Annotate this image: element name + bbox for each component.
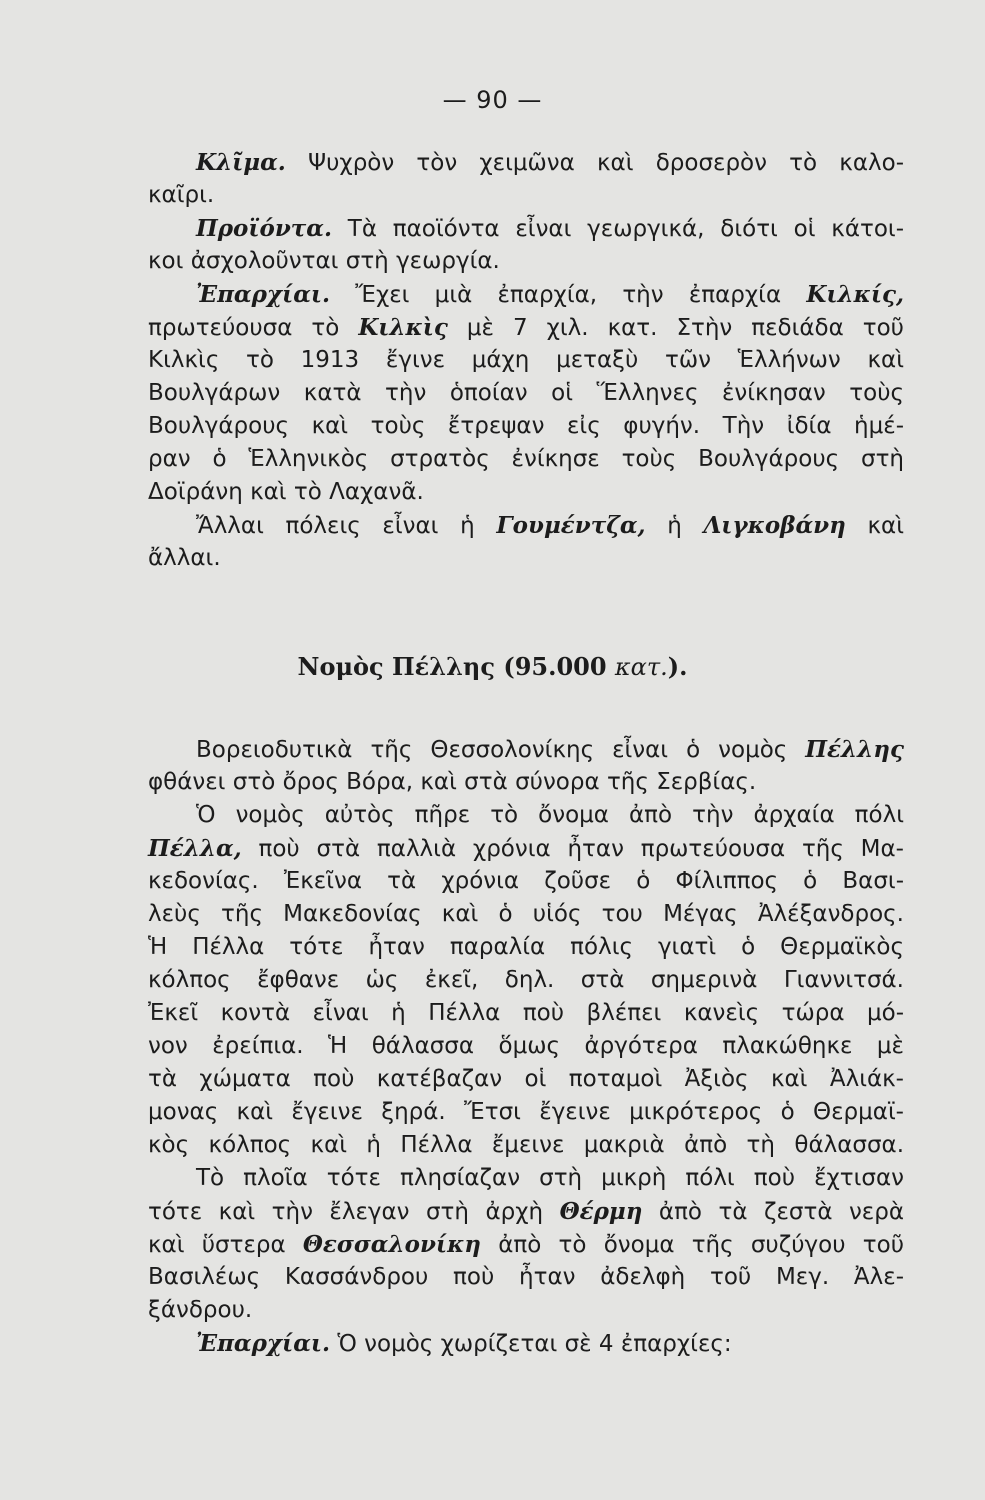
text-line: Κιλκὶς τὸ 1913 ἔγινε μάχη μεταξὺ τῶν Ἑλλήνων καὶ (148, 347, 904, 373)
text-line: Προϊόντα. Τὰ παοϊόντα εἶναι γεωργικά, διότι οἱ κάτοι- (196, 215, 904, 242)
text-line: Ἄλλαι πόλεις εἶναι ἡ Γουμέντζα, ἡ Λιγκοβάνη καὶ (196, 512, 904, 539)
text-line: Βουλγάρων κατὰ τὴν ὁποίαν οἱ Ἕλληνες ἐνίκησαν τοὺς (148, 380, 904, 406)
text-line: Πέλλα, ποὺ στὰ παλλιὰ χρόνια ἦταν πρωτεύουσα τῆς Μα- (148, 835, 904, 862)
text-line: καῖρι. (148, 182, 215, 208)
text-line: Βουλγάρους καὶ τοὺς ἔτρεψαν εἰς φυγήν. Τὴν ἰδία ἡμέ- (148, 413, 904, 439)
text-line: Ἐπαρχίαι. Ἔχει μιὰ ἐπαρχία, τὴν ἐπαρχία Κιλκίς, (196, 281, 904, 308)
section-heading: Νομὸς Πέλλης (95.000 κατ.). (297, 652, 688, 681)
section-kilkis (148, 146, 904, 575)
text-line: πρωτεύουσα τὸ Κιλκὶς μὲ 7 χιλ. κατ. Στὴν πεδιάδα τοῦ (148, 314, 904, 341)
text-line: Κλῖμα. Ψυχρὸν τὸν χειμῶνα καὶ δροσερὸν τὸ καλο- (196, 149, 904, 176)
text-line: Ὁ νομὸς αὐτὸς πῆρε τὸ ὄνομα ἀπὸ τὴν ἀρχαία πόλι (196, 802, 904, 828)
section-pella (148, 733, 904, 1360)
text-line: τότε καὶ τὴν ἔλεγαν στὴ ἀρχὴ Θέρμη ἀπὸ τὰ ζεστὰ νερὰ (148, 1198, 905, 1225)
text-line: μονας καὶ ἔγεινε ξηρά. Ἔτσι ἔγεινε μικρότερος ὁ Θερμαϊ- (148, 1099, 904, 1125)
text-line: κόλπος ἔφθανε ὡς ἐκεῖ, δηλ. στὰ σημερινὰ Γιαννιτσά. (148, 967, 904, 993)
text-line: νον ἐρείπια. Ἡ θάλασσα ὅμως ἀργότερα πλακώθηκε μὲ (148, 1033, 904, 1059)
text-line: κὸς κόλπος καὶ ἡ Πέλλα ἔμεινε μακριὰ ἀπὸ τὴ θάλασσα. (148, 1132, 904, 1158)
text-line: Ἡ Πέλλα τότε ἦταν παραλία πόλις γιατὶ ὁ Θερμαϊκὸς (148, 934, 904, 960)
text-line: κεδονίας. Ἐκεῖνα τὰ χρόνια ζοῦσε ὁ Φίλιππος ὁ Βασι- (148, 868, 904, 894)
text-line: ξάνδρου. (148, 1297, 253, 1323)
text-line: λεὺς τῆς Μακεδονίας καὶ ὁ υἱός του Μέγας Ἀλέξανδρος. (148, 901, 904, 927)
text-line: κοι ἀσχολοῦνται στὴ γεωργία. (148, 248, 500, 274)
text-line: τὰ χώματα ποὺ κατέβαζαν οἱ ποταμοὶ Ἀξιὸς καὶ Ἀλιάκ- (148, 1066, 904, 1092)
text-line: Τὸ πλοῖα τότε πλησίαζαν στὴ μικρὴ πόλι ποὺ ἔχτισαν (196, 1165, 904, 1191)
text-line: φθάνει στὸ ὄρος Βόρα, καὶ στὰ σύνορα τῆς Σερβίας. (148, 769, 757, 795)
text-line: ραν ὁ Ἑλληνικὸς στρατὸς ἐνίκησε τοὺς Βουλγάρους στὴ (148, 446, 904, 472)
text-line: καὶ ὕστερα Θεσσαλονίκη ἀπὸ τὸ ὄνομα τῆς συζύγου τοῦ (148, 1231, 905, 1258)
text-line: Βορειοδυτικὰ τῆς Θεσσολονίκης εἶναι ὁ νομὸς Πέλλης (196, 736, 904, 763)
text-line: Ἐκεῖ κοντὰ εἶναι ἡ Πέλλα ποὺ βλέπει κανεὶς τώρα μό- (148, 1000, 904, 1026)
text-line: Βασιλέως Κασσάνδρου ποὺ ἦταν ἀδελφὴ τοῦ Μεγ. Ἀλε- (148, 1264, 904, 1290)
text-line: ἄλλαι. (148, 545, 221, 571)
page-number: — 90 — (442, 86, 543, 114)
text-line: Δοϊράνη καὶ τὸ Λαχανᾶ. (148, 479, 424, 505)
text-line: Ἐπαρχίαι. Ὁ νομὸς χωρίζεται σὲ 4 ἐπαρχίες: (196, 1330, 732, 1357)
